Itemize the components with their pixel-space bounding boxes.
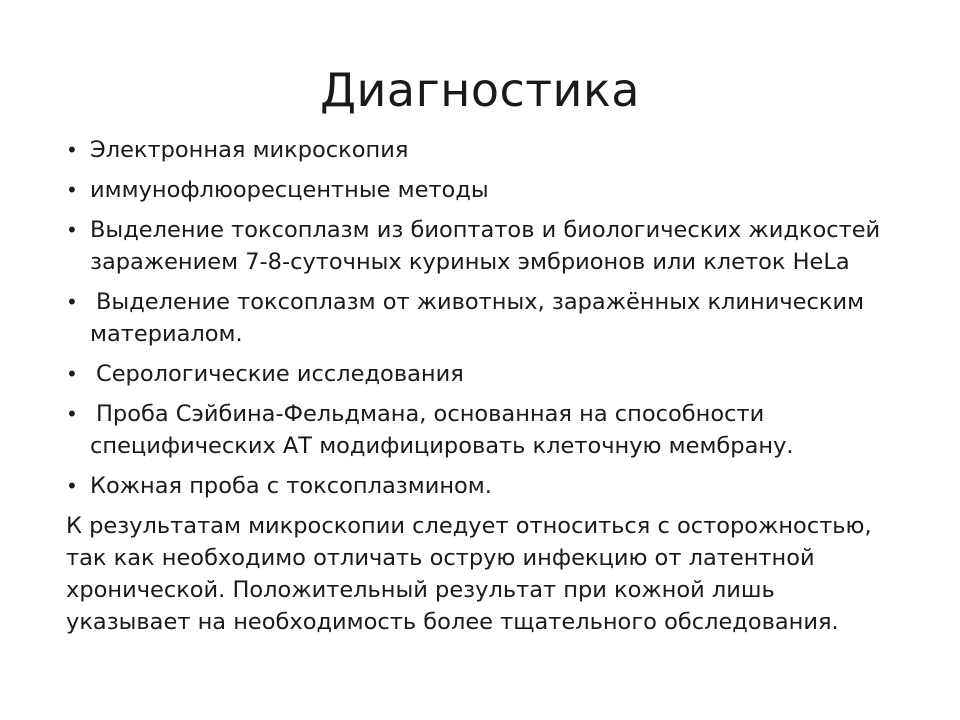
slide-title: Диагностика [320,63,640,117]
paragraph-line: так как необходимо отличать острую инфекцию от латентной [66,545,815,571]
bullet-icon: • [66,218,78,242]
bullet-item [66,134,930,166]
bullet-icon: • [66,290,78,314]
bullet-item [66,358,930,390]
bullet-text: Серологические исследования [96,361,464,387]
bullet-text: Проба Сэйбина-Фельдмана, основанная на способности специфических АТ модифицировать клеточную мембрану. [90,401,794,459]
bullet-icon: • [66,402,78,426]
bullet-icon: • [66,362,78,386]
conclusion-paragraph [66,510,930,638]
bullet-text: Кожная проба с токсоплазмином. [90,473,492,499]
bullet-list [66,134,930,502]
bullet-item [66,470,930,502]
bullet-text: Выделение токсоплазм от животных, заражённых клиническим материалом. [90,289,865,347]
slide-content [66,134,930,638]
bullet-item [66,174,930,206]
bullet-text: Выделение токсоплазм из биоптатов и биологических жидкостей заражением 7-8-суточных куриных эмбрионов или клеток HeLa [90,217,881,275]
bullet-item [66,398,930,462]
bullet-item [66,214,930,278]
bullet-icon: • [66,138,78,162]
bullet-icon: • [66,178,78,202]
bullet-icon: • [66,474,78,498]
bullet-item [66,286,930,350]
paragraph-line: указывает на необходимость более тщательного обследования. [66,609,839,635]
paragraph-line: К результатам микроскопии следует относиться с осторожностью, [66,513,872,539]
bullet-text: Электронная микроскопия [90,137,409,163]
paragraph-line: хронической. Положительный результат при кожной лишь [66,577,775,603]
bullet-text: иммунофлюоресцентные методы [90,177,489,203]
